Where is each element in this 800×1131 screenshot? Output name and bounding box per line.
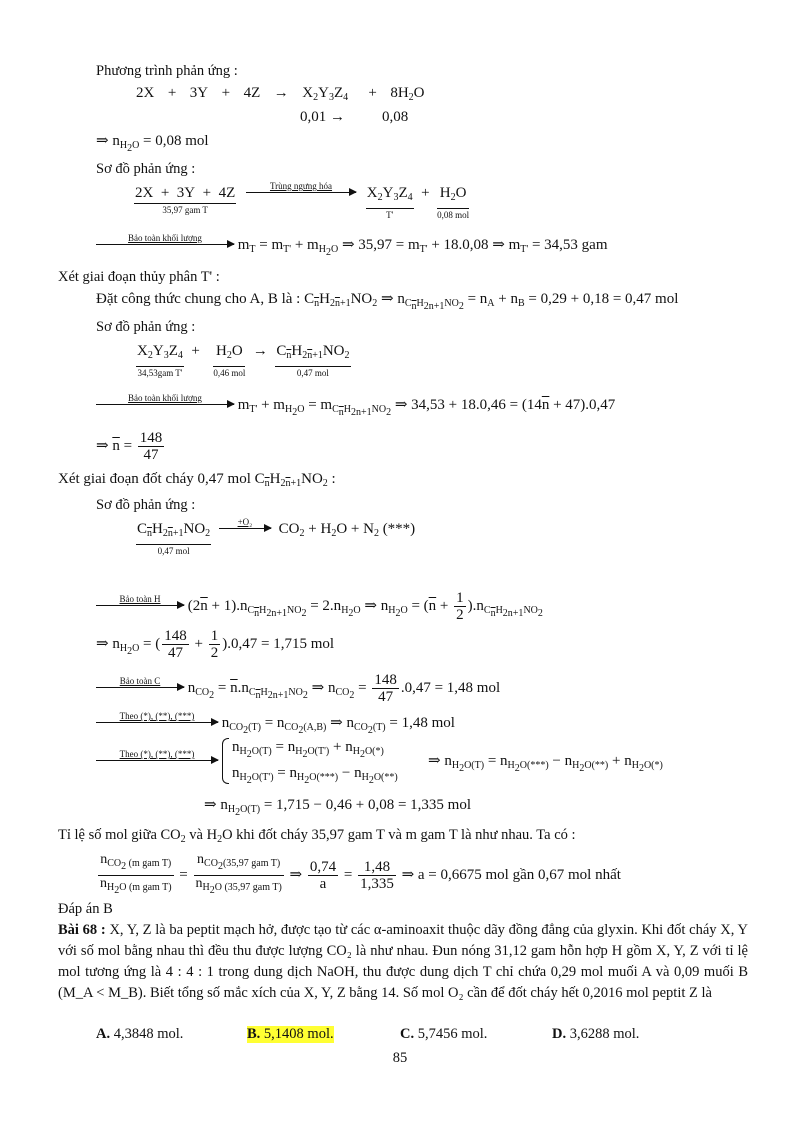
- problem-text: X, Y, Z là ba peptit mạch hở, được tạo từ các α-aminoaxit thuộc dãy đồng đẳng của glyxin. Khi đốt cháy X, Y với số mol bằng nhau thì đều thu được lượng CO₂ là như nhau. Đun nóng 31,12 gam hỗn hợp H gồm X, Y, Z với tỉ lệ mol tương ứng là 4 : 4 : 1 trong dung dịch NaOH, thu được dung dịch T chỉ chứa 0,29 mol muối A và 0,09 muối B (M_A < M_B). Biết tổng số mắc xích của X, Y, Z bằng 14. Số mol O₂ cần để đốt cháy hết 0,2016 mol peptit Z là: [58, 922, 748, 1001]
- caption-T-prime-mass: 34,53gam T': [137, 368, 183, 378]
- co2-T-line: Theo (*), (**), (***) $n_{CO_2(T)} = n_{CO_2(A,B)}$ ⇒ $n_{CO_2(T)} = 1,48$ mol: [96, 714, 455, 740]
- mass-conservation-1: Bảo toàn khối lượng $m_T = m_{T'} + m_{H_2O}$ ⇒ $35,97 = m_{T'} + 18.0,08$ ⇒ $m_{T'} = 34,53$ gam: [96, 236, 608, 262]
- ratio-num-a: 0,74: [309, 859, 337, 875]
- n-bar-result: ⇒ $\overline{n}$ = $\frac{148}{47}$: [96, 430, 163, 463]
- page-number: 85: [392, 1050, 408, 1066]
- option-a-text: 4,3848 mol.: [113, 1026, 184, 1042]
- water-T-system-line-2: $n_{H_2O(T')} = n_{H_2O(***)} - n_{H_2O(**)}$: [232, 765, 398, 786]
- arrow-label-mass-1: Bảo toàn khối lượng: [128, 233, 202, 243]
- reaction-equation-heading: Phương trình phản ứng :: [96, 63, 238, 79]
- general-formula-line: Đặt công thức chung cho A, B là : $C_{\overline{n}}H_{2\overline{n}+1}NO_2$ ⇒ $n_{C_{\overline{n}}H_{2n+1}NO_2} = n_A + n_B = 0,29 + 0,18 = 0,47$ mol: [96, 291, 679, 312]
- arrow-label-mass-2: Bảo toàn khối lượng: [128, 393, 202, 403]
- caption-amino-combustion: 0,47 mol: [157, 546, 190, 556]
- caption-water-046: 0,46 mol: [213, 368, 246, 378]
- water-T-system-result: ⇒ $n_{H_2O(T)} = n_{H_2O(***)} - n_{H_2O(**)} + n_{H_2O(*)}$: [428, 753, 663, 774]
- mass-conservation-2: Bảo toàn khối lượng $m_{T'} + m_{H_2O} = m_{C_{\overline{n}}H_{2n+1}NO_2}$ ⇒ $34,53 + 18.0,46 = (14\overline{n} + 47).0,47$: [96, 396, 615, 422]
- reaction-equation: $2X + 3Y + 4Z \to X_2Y_3Z_4 + 8H_2O$: [136, 85, 425, 103]
- n-bar-denominator: 47: [143, 447, 159, 463]
- ratio-statement: Tỉ lệ số mol giữa $CO_2$ và $H_2O$ khi đốt cháy 35,97 gam T và m gam T là như nhau. Ta có :: [58, 827, 576, 845]
- final-result: ⇒ a = 0,6675 mol gần 0,67 mol nhất: [401, 866, 621, 883]
- n-bar-numerator: 148: [139, 430, 163, 446]
- ratio-den-a: a: [319, 876, 327, 892]
- scheme-heading-3: Sơ đồ phản ứng :: [96, 497, 196, 513]
- ratio-equation: $\frac{n_{CO_2 (m gam T)}}{n_{H_2O (m gam T)}}$ = $\frac{n_{CO_2(35,97 gam T)}}{n_{H_2O (35,97 gam T)}}$ ⇒ $\frac{0,74}{a}$ = $\frac{1,48}{1,335}$ ⇒ a = 0,6675 mol gần 0,67 mol nhất: [100, 852, 621, 896]
- carbon-conservation: Bảo toàn C $n_{CO_2} = \overline{n}.n_{C_{\overline{n}}H_{2n+1}NO_2}$ ⇒ $n_{CO_2}$ = $\frac{148}{47}$ .0,47 = 1,48 mol: [96, 672, 500, 705]
- water-mol-result: ⇒ $n_{H_2O} = 0,08$ mol: [96, 133, 209, 154]
- mol-ratio-b: 0,08: [382, 109, 409, 125]
- caption-amino-047: 0,47 mol: [296, 368, 329, 378]
- hydrogen-conservation: Bảo toàn H $(2\overline{n} + 1).n_{C_{\overline{n}}H_{2n+1}NO_2} = 2.n_{H_2O}$ ⇒ $n_{H_2O} = (\overline{n}$ + $\frac{1}{2}$ )$.n_{C_{\overline{n}}H_{2n+1}NO_2}$: [96, 590, 543, 623]
- option-b-text: 5,1408 mol.: [263, 1026, 334, 1042]
- option-d-key: D.: [552, 1026, 567, 1042]
- arrow-label-condensation: Trùng ngưng hóa: [269, 181, 333, 191]
- scheme-condensation: 2X + 3Y + 4Z 35,97 gam T Trùng ngưng hóa $X_2Y_3Z_4$ T' + $H_2O$ 0,08 mol: [135, 181, 470, 220]
- ratio-den-b: 1,335: [360, 876, 394, 892]
- problem-label: Bài 68 :: [58, 922, 106, 938]
- option-c-key: C.: [400, 1026, 415, 1042]
- water-T-system-arrow: [96, 749, 218, 770]
- water-mol-calc: ⇒ $n_{H_2O}$ = ( $\frac{148}{47}$ + $\frac{1}{2}$ ).0,47 = 1,715 mol: [96, 628, 335, 661]
- option-d-text: 3,6288 mol.: [569, 1026, 640, 1042]
- option-b-key: B.: [247, 1026, 261, 1042]
- system-brace: [222, 738, 229, 784]
- ratio-num-b: 1,48: [358, 859, 396, 876]
- option-b-highlighted: [247, 1026, 334, 1043]
- combustion-heading: Xét giai đoạn đốt cháy 0,47 mol $C_{\overline{n}}H_{2\overline{n}+1}NO_2$ :: [58, 471, 336, 489]
- option-a-key: A.: [96, 1026, 111, 1042]
- option-a: [96, 1026, 183, 1043]
- water-T-result: ⇒ $n_{H_2O(T)} = 1,715 - 0,46 + 0,08 = 1,335$ mol: [204, 797, 471, 818]
- arrow-label-oxygen: +O₂: [237, 517, 253, 527]
- hydrolysis-heading: Xét giai đoạn thủy phân T' :: [58, 269, 220, 285]
- option-d: [552, 1026, 639, 1043]
- scheme-heading-2: Sơ đồ phản ứng :: [96, 319, 196, 335]
- option-c-text: 5,7456 mol.: [417, 1026, 488, 1042]
- scheme-hydrolysis: $X_2Y_3Z_4$ 34,53gam T' + $H_2O$ 0,46 mol → $C_{\overline{n}}H_{2\overline{n}+1}NO_2$ 0,47 mol: [137, 343, 350, 378]
- arrow-label-theo-2: Theo (*), (**), (***): [119, 749, 195, 759]
- option-c: [400, 1026, 487, 1043]
- problem-68: [58, 920, 748, 1004]
- mol-ratio-a: 0,01 →: [300, 109, 345, 125]
- answer-line: Đáp án B: [58, 901, 113, 917]
- scheme-combustion: $C_{\overline{n}}H_{2\overline{n}+1}NO_2$ 0,47 mol +O₂ $CO_2 + H_2O + N_2$ (***): [137, 517, 416, 556]
- caption-water-mol: 0,08 mol: [437, 210, 470, 220]
- arrow-label-theo-1: Theo (*), (**), (***): [119, 711, 195, 721]
- caption-mass-T: 35,97 gam T: [162, 205, 208, 215]
- arrow-label-hydrogen: Bảo toàn H: [119, 593, 161, 604]
- scheme-heading-1: Sơ đồ phản ứng :: [96, 161, 196, 177]
- arrow-label-carbon: Bảo toàn C: [119, 675, 161, 686]
- caption-T-prime: T': [386, 210, 394, 220]
- water-T-system-line-1: $n_{H_2O(T)} = n_{H_2O(T')} + n_{H_2O(*)}$: [232, 739, 384, 760]
